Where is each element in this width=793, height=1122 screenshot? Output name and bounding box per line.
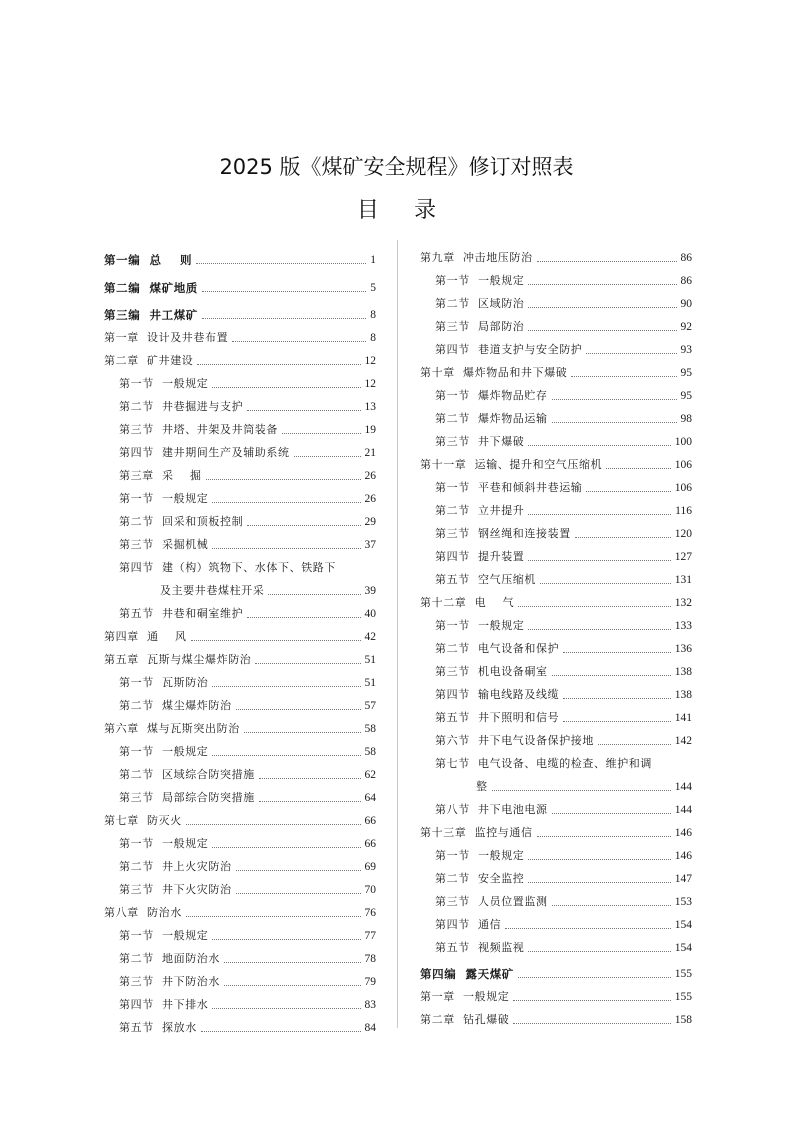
toc-page-number: 5 [370, 282, 376, 294]
dot-leader [528, 629, 670, 630]
dot-leader [282, 433, 361, 434]
toc-page-number: 86 [680, 252, 692, 264]
toc-entry-label: 第三节 机电设备硐室 [435, 665, 548, 678]
toc-entry[interactable] [104, 622, 376, 644]
toc-entry[interactable] [104, 507, 376, 529]
toc-page-number: 106 [674, 459, 692, 471]
toc-entry[interactable] [104, 898, 376, 920]
toc-entry-label: 第一节 一般规定 [119, 492, 209, 505]
dot-leader [552, 905, 671, 906]
dot-leader [191, 640, 361, 641]
toc-entry[interactable] [104, 392, 376, 414]
dot-leader [268, 594, 360, 595]
toc-entry-label: 第三节 采掘机械 [119, 538, 209, 551]
toc-page-number: 26 [364, 470, 376, 482]
toc-entry-label: 整 [435, 780, 488, 793]
toc-entry-label: 第三编 井工煤矿 [104, 308, 198, 322]
toc-page-number: 42 [364, 631, 376, 643]
toc-entry-label: 第四节 通信 [435, 918, 502, 931]
toc-page-number: 154 [674, 919, 692, 931]
toc-entry[interactable] [104, 668, 376, 690]
toc-entry-label: 第四节 提升装置 [435, 550, 525, 563]
toc-page-number: 79 [364, 976, 376, 988]
toc-page-number: 141 [674, 712, 692, 724]
dot-leader [505, 928, 671, 929]
toc-page-number: 77 [364, 930, 376, 942]
toc-entry[interactable] [104, 806, 376, 828]
toc-page-number: 26 [364, 493, 376, 505]
toc-entry-label: 及主要井巷煤柱开采 [119, 584, 265, 597]
toc-entry[interactable] [104, 783, 376, 805]
toc-entry-label: 第一节 平巷和倾斜井巷运输 [435, 481, 583, 494]
toc-entry[interactable] [420, 450, 692, 472]
dot-leader [518, 977, 671, 978]
toc-entry-label: 第二节 电气设备和保护 [435, 642, 560, 655]
toc-entry-label: 第二节 煤尘爆炸防治 [119, 699, 232, 712]
toc-entry-label: 第二节 回采和顶板控制 [119, 515, 244, 528]
dot-leader [518, 606, 671, 607]
toc-page-number: 78 [364, 953, 376, 965]
toc-entry[interactable] [104, 760, 376, 782]
toc-entry[interactable] [104, 714, 376, 736]
dot-leader [540, 583, 671, 584]
toc-entry[interactable] [420, 542, 692, 564]
toc-page-number: 29 [364, 516, 376, 528]
toc-page-number: 12 [364, 355, 376, 367]
toc-entry[interactable] [104, 921, 376, 943]
toc-entry-label: 第二节 井巷掘进与支护 [119, 400, 244, 413]
toc-entry-label: 第八章 防治水 [104, 906, 182, 919]
toc-page-number: 142 [674, 735, 692, 747]
toc-entry[interactable] [420, 726, 692, 748]
dot-leader [202, 291, 366, 292]
toc-page-number: 133 [674, 620, 692, 632]
toc-page-number: 146 [674, 827, 692, 839]
dot-leader [528, 859, 670, 860]
toc-entry[interactable] [420, 933, 692, 955]
dot-leader [212, 1008, 360, 1009]
dot-leader [212, 847, 360, 848]
toc-heading: 目录 [356, 198, 472, 223]
toc-entry-label: 第十一章 运输、提升和空气压缩机 [420, 458, 603, 471]
toc-entry[interactable] [420, 381, 692, 403]
toc-page-number: 138 [674, 666, 692, 678]
toc-page-number: 144 [674, 781, 692, 793]
dot-leader [201, 1031, 361, 1032]
toc-page-number: 13 [364, 401, 376, 413]
toc-entry-label: 第一节 一般规定 [119, 377, 209, 390]
toc-entry[interactable] [420, 864, 692, 886]
toc-entry-label: 第一节 爆炸物品贮存 [435, 389, 548, 402]
dot-leader [196, 263, 366, 264]
toc-entry[interactable] [420, 887, 692, 909]
toc-entry-label: 第三章 采 掘 [119, 469, 202, 482]
toc-entry[interactable] [420, 312, 692, 334]
dot-leader [212, 502, 360, 503]
toc-page-number: 86 [680, 275, 692, 287]
toc-entry[interactable] [104, 300, 376, 322]
dot-leader [528, 445, 670, 446]
toc-entry-label: 第二节 立井提升 [435, 504, 525, 517]
toc-entry-label: 第二章 钻孔爆破 [420, 1013, 510, 1026]
toc-page-number: 106 [674, 482, 692, 494]
toc-entry[interactable] [104, 415, 376, 437]
toc-entry[interactable] [420, 473, 692, 495]
dot-leader [537, 836, 671, 837]
toc-entry[interactable] [104, 245, 376, 267]
toc-entry[interactable] [104, 438, 376, 460]
dot-leader [206, 479, 361, 480]
toc-page-number: 8 [370, 309, 376, 321]
toc-page-number: 155 [674, 968, 692, 980]
dot-leader [247, 617, 360, 618]
toc-entry[interactable] [104, 484, 376, 506]
toc-entry-label: 第六章 煤与瓦斯突出防治 [104, 722, 240, 735]
dot-leader [552, 422, 677, 423]
toc-page-number: 66 [364, 838, 376, 850]
dot-leader [247, 410, 360, 411]
toc-entry-label: 第五节 井下照明和信号 [435, 711, 560, 724]
dot-leader [236, 870, 361, 871]
toc-entry[interactable] [104, 875, 376, 897]
toc-page-number: 76 [364, 907, 376, 919]
toc-entry-label: 第九章 冲击地压防治 [420, 251, 533, 264]
toc-page-number: 51 [364, 677, 376, 689]
toc-entry-label: 第六节 井下电气设备保护接地 [435, 734, 594, 747]
toc-entry-label: 第四节 巷道支护与安全防护 [435, 343, 583, 356]
toc-entry[interactable] [420, 266, 692, 288]
dot-leader [575, 537, 671, 538]
dot-leader [212, 939, 360, 940]
toc-page-number: 84 [364, 1022, 376, 1034]
toc-page-number: 127 [674, 551, 692, 563]
toc-entry-label: 第三节 井下爆破 [435, 435, 525, 448]
toc-entry-label: 第一编 总 则 [104, 253, 193, 267]
toc-entry[interactable] [420, 772, 692, 794]
toc-entry-label: 第十三章 监控与通信 [420, 826, 533, 839]
toc-entry-label: 第一节 瓦斯防治 [119, 676, 209, 689]
toc-page-number: 66 [364, 815, 376, 827]
toc-page-number: 83 [364, 999, 376, 1011]
toc-entry[interactable] [104, 691, 376, 713]
toc-entry[interactable] [420, 565, 692, 587]
toc-page-number: 70 [364, 884, 376, 896]
toc-entry-label: 第二节 爆炸物品运输 [435, 412, 548, 425]
toc-page-number: 12 [364, 378, 376, 390]
toc-entry[interactable] [420, 982, 692, 1004]
dot-leader [513, 1000, 670, 1001]
toc-entry[interactable] [104, 852, 376, 874]
toc-entry[interactable] [420, 818, 692, 840]
toc-entry-label: 第四节 建（构）筑物下、水体下、铁路下 [119, 561, 336, 574]
toc-page-number: 154 [674, 942, 692, 954]
toc-entry-label: 第五节 探放水 [119, 1021, 197, 1034]
dot-leader [492, 790, 671, 791]
toc-entry-label: 第四节 井下排水 [119, 998, 209, 1011]
toc-entry-label: 第二编 煤矿地质 [104, 281, 198, 295]
toc-entry-label: 第二节 区域综合防突措施 [119, 768, 255, 781]
document-title: 2025 版《煤矿安全规程》修订对照表 [219, 155, 574, 179]
toc-entry[interactable] [104, 967, 376, 989]
toc-page-number: 95 [680, 367, 692, 379]
toc-entry-label: 第四节 建井期间生产及辅助系统 [119, 446, 290, 459]
toc-entry[interactable] [420, 611, 692, 633]
dot-leader [552, 675, 671, 676]
toc-entry[interactable] [104, 346, 376, 368]
toc-page-number: 153 [674, 896, 692, 908]
dot-leader [537, 261, 677, 262]
dot-leader [197, 364, 360, 365]
toc-entry[interactable] [420, 680, 692, 702]
toc-entry-label: 第一章 设计及井巷布置 [104, 331, 229, 344]
toc-entry-label: 第五章 瓦斯与煤尘爆炸防治 [104, 653, 252, 666]
dot-leader [563, 652, 671, 653]
toc-entry-label: 第八节 井下电池电源 [435, 803, 548, 816]
toc-entry[interactable] [420, 519, 692, 541]
toc-page-number: 1 [370, 254, 376, 266]
toc-entry[interactable] [104, 599, 376, 621]
dot-leader [236, 893, 361, 894]
toc-entry-label: 第四编 露天煤矿 [420, 967, 514, 981]
dot-leader [212, 686, 360, 687]
toc-page-number: 69 [364, 861, 376, 873]
toc-entry-label: 第三节 人员位置监测 [435, 895, 548, 908]
toc-page-number: 158 [674, 1014, 692, 1026]
dot-leader [212, 387, 360, 388]
toc-entry[interactable] [420, 289, 692, 311]
toc-page-number: 144 [674, 804, 692, 816]
toc-entry[interactable] [104, 273, 376, 295]
toc-page-number: 131 [674, 574, 692, 586]
toc-entry[interactable] [104, 829, 376, 851]
toc-entry[interactable] [420, 1005, 692, 1027]
toc-entry-label: 第五节 视频监视 [435, 941, 525, 954]
toc-entry[interactable] [420, 427, 692, 449]
toc-page-number: 37 [364, 539, 376, 551]
toc-entry[interactable] [420, 910, 692, 932]
dot-leader [563, 721, 671, 722]
toc-entry-label: 第一节 一般规定 [119, 929, 209, 942]
toc-page-number: 95 [680, 390, 692, 402]
dot-leader [528, 951, 670, 952]
toc-entry-label: 第七节 电气设备、电缆的检查、维护和调 [435, 757, 652, 770]
dot-leader [294, 456, 361, 457]
toc-entry-label: 第四章 通 风 [104, 630, 187, 643]
toc-entry-label: 第一节 一般规定 [435, 619, 525, 632]
toc-entry-label: 第二节 安全监控 [435, 872, 525, 885]
toc-entry-label: 第四节 输电线路及线缆 [435, 688, 560, 701]
dot-leader [513, 1023, 670, 1024]
toc-page-number: 100 [674, 436, 692, 448]
toc-entry-label: 第二节 地面防治水 [119, 952, 220, 965]
dot-leader [528, 514, 671, 515]
toc-page-number: 116 [675, 505, 692, 517]
toc-entry-label: 第三节 局部防治 [435, 320, 525, 333]
toc-entry[interactable] [104, 530, 376, 552]
toc-entry[interactable] [420, 959, 692, 981]
toc-page-number: 40 [364, 608, 376, 620]
toc-entry-label: 第一节 一般规定 [119, 745, 209, 758]
dot-leader [598, 744, 671, 745]
dot-leader [586, 491, 670, 492]
toc-entry[interactable] [420, 243, 692, 265]
dot-leader [255, 663, 360, 664]
toc-page-number: 39 [364, 585, 376, 597]
toc-entry-label: 第二章 矿井建设 [104, 354, 194, 367]
toc-entry-label: 第一节 一般规定 [435, 849, 525, 862]
toc-entry[interactable] [420, 496, 692, 518]
toc-entry[interactable] [104, 553, 376, 575]
dot-leader [244, 732, 361, 733]
toc-entry[interactable] [420, 749, 692, 771]
column-divider [397, 240, 398, 1028]
toc-page-number: 57 [364, 700, 376, 712]
toc-entry-label: 第三节 井下防治水 [119, 975, 220, 988]
toc-entry-label: 第三节 井下火灾防治 [119, 883, 232, 896]
toc-page-number: 58 [364, 723, 376, 735]
toc-entry-label: 第十章 爆炸物品和井下爆破 [420, 366, 568, 379]
toc-page-number: 146 [674, 850, 692, 862]
toc-entry[interactable] [420, 795, 692, 817]
dot-leader [212, 755, 360, 756]
dot-leader [232, 341, 366, 342]
dot-leader [224, 985, 361, 986]
toc-entry[interactable] [104, 461, 376, 483]
toc-entry-label: 第一节 一般规定 [119, 837, 209, 850]
toc-page-number: 136 [674, 643, 692, 655]
dot-leader [212, 548, 360, 549]
toc-entry[interactable] [420, 841, 692, 863]
toc-page-number: 90 [680, 298, 692, 310]
toc-page-number: 155 [674, 991, 692, 1003]
toc-entry-label: 第三节 局部综合防突措施 [119, 791, 255, 804]
dot-leader [552, 399, 677, 400]
toc-page-number: 147 [674, 873, 692, 885]
toc-page-number: 8 [370, 332, 376, 344]
dot-leader [586, 353, 676, 354]
dot-leader [528, 307, 676, 308]
toc-entry[interactable] [420, 588, 692, 610]
toc-page-number: 93 [680, 344, 692, 356]
dot-leader [236, 709, 361, 710]
toc-page-number: 21 [364, 447, 376, 459]
toc-page-number: 19 [364, 424, 376, 436]
toc-entry[interactable] [420, 358, 692, 380]
toc-entry-label: 第五节 空气压缩机 [435, 573, 536, 586]
toc-entry-label: 第三节 井塔、井架及井筒装备 [119, 423, 278, 436]
toc-page-number: 51 [364, 654, 376, 666]
toc-entry-label: 第一章 一般规定 [420, 990, 510, 1003]
toc-entry-label: 第一节 一般规定 [435, 274, 525, 287]
toc-entry[interactable] [420, 703, 692, 725]
toc-entry[interactable] [104, 323, 376, 345]
dot-leader [259, 778, 361, 779]
toc-entry[interactable] [104, 369, 376, 391]
toc-page-number: 58 [364, 746, 376, 758]
dot-leader [552, 813, 671, 814]
dot-leader [224, 962, 361, 963]
toc-page-number: 120 [674, 528, 692, 540]
dot-leader [528, 882, 670, 883]
toc-page-number: 64 [364, 792, 376, 804]
dot-leader [563, 698, 671, 699]
toc-entry-label: 第三节 钢丝绳和连接装置 [435, 527, 571, 540]
dot-leader [528, 560, 670, 561]
dot-leader [571, 376, 676, 377]
toc-entry[interactable] [104, 737, 376, 759]
toc-entry[interactable] [104, 944, 376, 966]
toc-entry[interactable] [420, 404, 692, 426]
toc-entry-label: 第七章 防灭火 [104, 814, 182, 827]
toc-page-number: 92 [680, 321, 692, 333]
toc-entry[interactable] [104, 576, 376, 598]
toc-entry[interactable] [104, 1013, 376, 1035]
toc-entry[interactable] [104, 645, 376, 667]
dot-leader [606, 468, 671, 469]
toc-page-number: 62 [364, 769, 376, 781]
toc-entry-label: 第五节 井巷和硐室维护 [119, 607, 244, 620]
toc-entry[interactable] [104, 990, 376, 1012]
toc-entry[interactable] [420, 634, 692, 656]
dot-leader [186, 824, 361, 825]
dot-leader [528, 284, 676, 285]
toc-page-number: 138 [674, 689, 692, 701]
dot-leader [202, 318, 366, 319]
toc-page-number: 98 [680, 413, 692, 425]
toc-entry-label: 第十二章 电 气 [420, 596, 515, 609]
toc-entry[interactable] [420, 657, 692, 679]
dot-leader [186, 916, 361, 917]
toc-entry[interactable] [420, 335, 692, 357]
dot-leader [259, 801, 361, 802]
dot-leader [528, 330, 676, 331]
toc-page-number: 132 [674, 597, 692, 609]
toc-entry-label: 第二节 区域防治 [435, 297, 525, 310]
dot-leader [247, 525, 360, 526]
toc-entry-label: 第二节 井上火灾防治 [119, 860, 232, 873]
